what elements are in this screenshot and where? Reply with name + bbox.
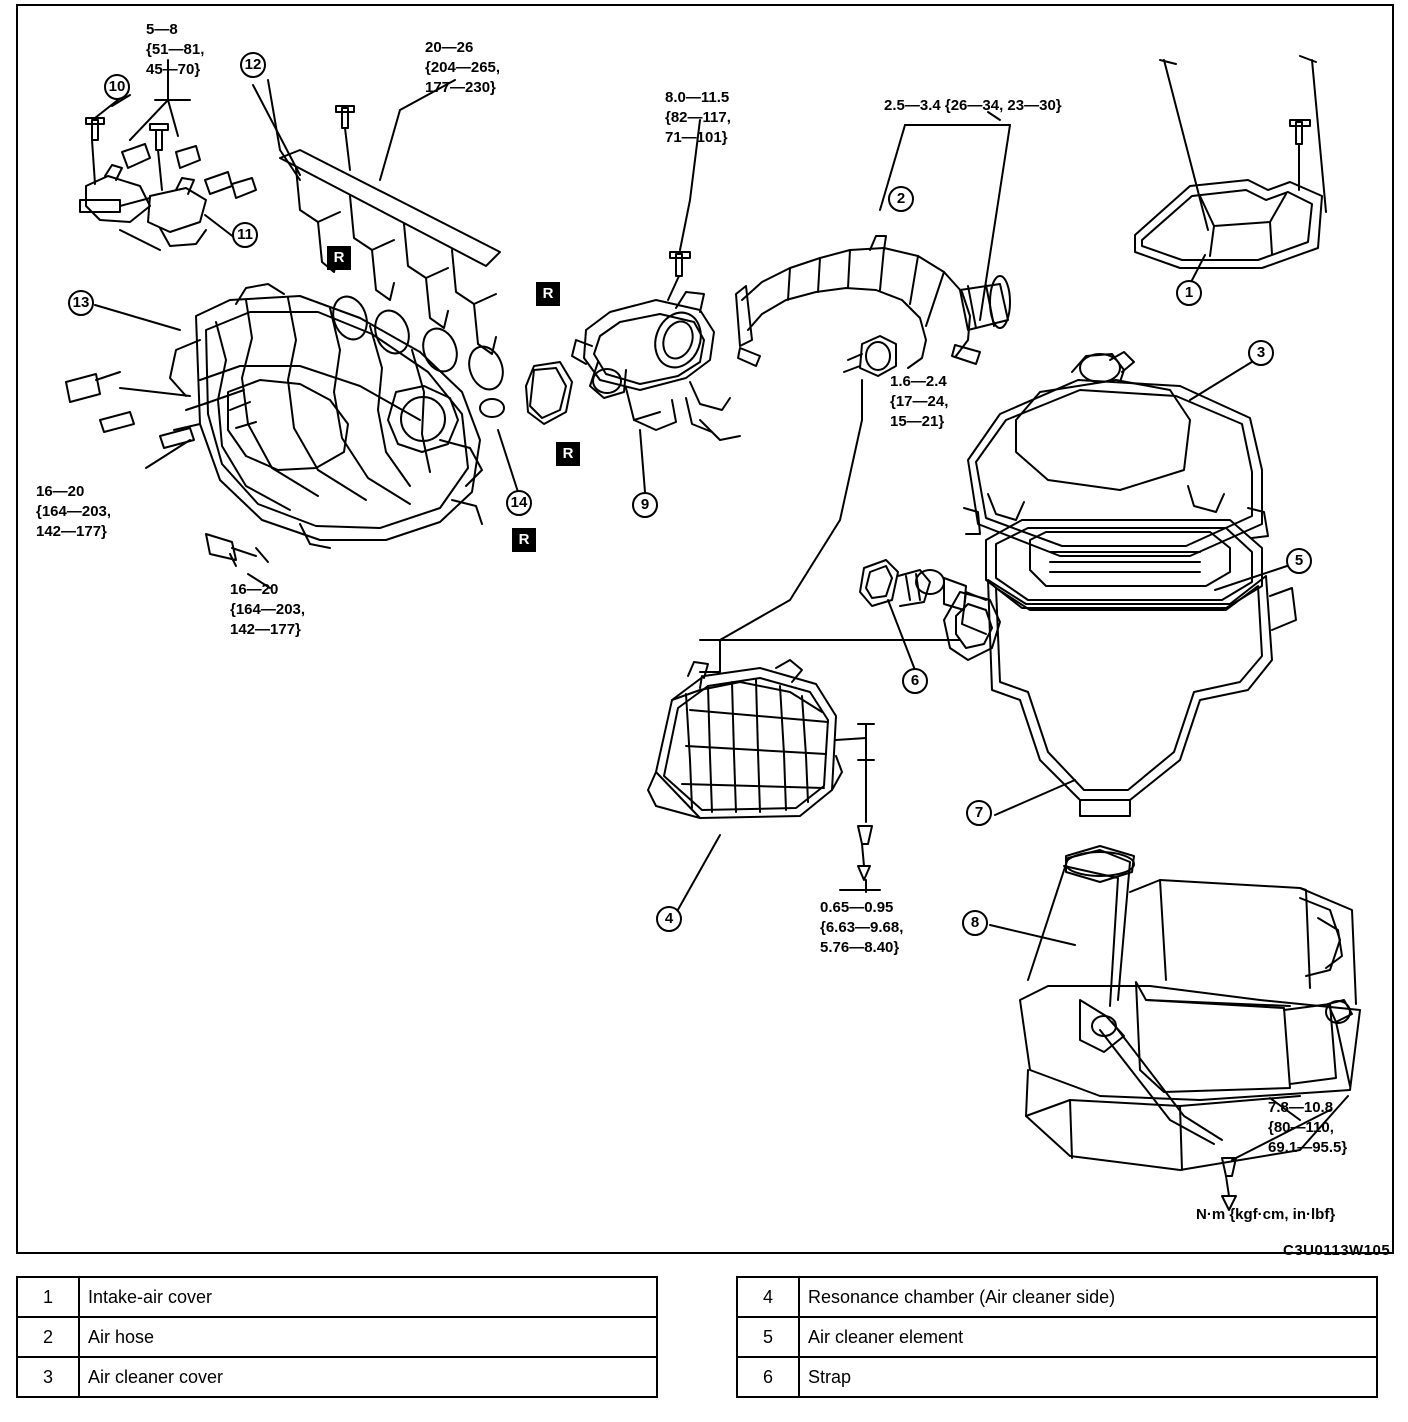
table-row <box>17 1317 657 1357</box>
legend-table-left <box>16 1276 658 1398</box>
callout-9: 9 <box>632 492 658 518</box>
callout-11: 11 <box>232 222 258 248</box>
table-row <box>737 1277 1377 1317</box>
callout-12: 12 <box>240 52 266 78</box>
callout-10: 10 <box>104 74 130 100</box>
legend-label: Intake-air cover <box>79 1277 657 1317</box>
callout-1: 1 <box>1176 280 1202 306</box>
torque-spec-6: 16—20 {164—203, 142—177} <box>36 483 112 540</box>
callout-7: 7 <box>966 800 992 826</box>
replace-mark-icon: R <box>556 442 580 466</box>
legend-label: Strap <box>799 1357 1377 1397</box>
legend-label: Air cleaner cover <box>79 1357 657 1397</box>
replace-mark-icon: R <box>512 528 536 552</box>
torque-spec-7: 16—20 {164—203, 142—177} <box>230 581 306 638</box>
torque-spec-4: 2.5—3.4 {26—34, 23—30} <box>884 97 1062 114</box>
figure-code: C3U0113W105 <box>1283 1242 1391 1259</box>
legend-number: 6 <box>737 1357 799 1397</box>
callout-14: 14 <box>506 490 532 516</box>
legend-label: Resonance chamber (Air cleaner side) <box>799 1277 1377 1317</box>
callout-5: 5 <box>1286 548 1312 574</box>
legend-number: 5 <box>737 1317 799 1357</box>
legend-number: 1 <box>17 1277 79 1317</box>
table-row <box>17 1357 657 1397</box>
legend-number: 4 <box>737 1277 799 1317</box>
legend-label: Air cleaner element <box>799 1317 1377 1357</box>
table-row <box>17 1277 657 1317</box>
callout-3: 3 <box>1248 340 1274 366</box>
callout-13: 13 <box>68 290 94 316</box>
torque-spec-1: 5—8 {51—81, 45—70} <box>146 21 205 78</box>
torque-spec-2: 20—26 {204—265, 177—230} <box>425 39 501 96</box>
table-row <box>737 1317 1377 1357</box>
table-row <box>737 1357 1377 1397</box>
callout-8: 8 <box>962 910 988 936</box>
legend-number: 3 <box>17 1357 79 1397</box>
unit-note: N·m {kgf·cm, in·lbf} <box>1196 1206 1336 1223</box>
callout-4: 4 <box>656 906 682 932</box>
legend-number: 2 <box>17 1317 79 1357</box>
torque-spec-5: 1.6—2.4 {17—24, 15—21} <box>890 373 949 430</box>
legend-label: Air hose <box>79 1317 657 1357</box>
torque-spec-8: 0.65—0.95 {6.63—9.68, 5.76—8.40} <box>820 899 904 956</box>
torque-spec-9: 7.8—10.8 {80—110, 69.1—95.5} <box>1268 1099 1348 1156</box>
legend-table-right <box>736 1276 1378 1398</box>
diagram-frame <box>16 4 1394 1254</box>
replace-mark-icon: R <box>536 282 560 306</box>
callout-2: 2 <box>888 186 914 212</box>
replace-mark-icon: R <box>327 246 351 270</box>
callout-6: 6 <box>902 668 928 694</box>
torque-spec-3: 8.0—11.5 {82—117, 71—101} <box>665 89 731 146</box>
